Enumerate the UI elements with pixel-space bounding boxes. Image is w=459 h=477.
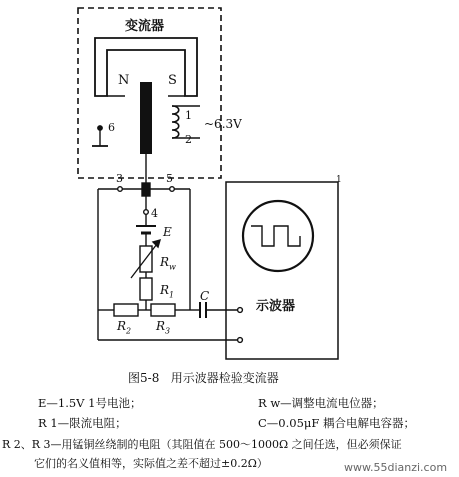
coil-voltage-label: ~6.3V xyxy=(204,117,242,131)
converter-title: 变流器 xyxy=(125,19,165,34)
note-rw: R w—调整电流电位器； xyxy=(258,396,384,410)
note-battery: E—1.5V 1号电池； xyxy=(38,396,142,410)
r1-label: $R_1$ xyxy=(160,283,175,300)
capacitor-label: C xyxy=(200,289,210,303)
magnet-n-label: N xyxy=(118,73,130,88)
figure-caption xyxy=(128,372,279,384)
note-capacitor: C—0.05μF 耦合电解电容器； xyxy=(258,416,416,430)
terminal-3-label: 3 xyxy=(116,172,123,185)
battery-label: E xyxy=(163,225,172,239)
figure-number: 图5-8 xyxy=(128,371,160,385)
note-r2-r3: R 2、R 3—用锰铜丝绕制的电阻（其阻值在 500～1000Ω 之间任选，但必须保证 xyxy=(2,438,402,451)
oscilloscope-label: 示波器 xyxy=(256,299,296,314)
vibrating-reed xyxy=(140,82,152,154)
terminal-5-label: 5 xyxy=(166,172,173,185)
terminal-6-label: 6 xyxy=(108,121,115,134)
note-r2-r3-cont: 它们的名义值相等，实际值之差不超过±0.2Ω） xyxy=(34,457,268,470)
watermark: www.55dianzi.com xyxy=(344,461,448,474)
terminal-4-label: 4 xyxy=(151,207,158,220)
terminal-1-label: 1 xyxy=(185,109,192,122)
note-r1: R 1—限流电阻； xyxy=(38,416,127,430)
square-wave-trace xyxy=(251,226,300,246)
terminal-2-label: 2 xyxy=(185,133,192,146)
rw-label: $R_w$ xyxy=(160,255,176,272)
magnet-s-label: S xyxy=(168,73,177,88)
figure-title: 用示波器检验变流器 xyxy=(170,371,279,385)
r3-label: $R_3$ xyxy=(156,319,171,336)
scope-marker: 1 xyxy=(336,175,342,185)
r2-label: $R_2$ xyxy=(117,319,132,336)
scope-screen xyxy=(243,201,313,271)
